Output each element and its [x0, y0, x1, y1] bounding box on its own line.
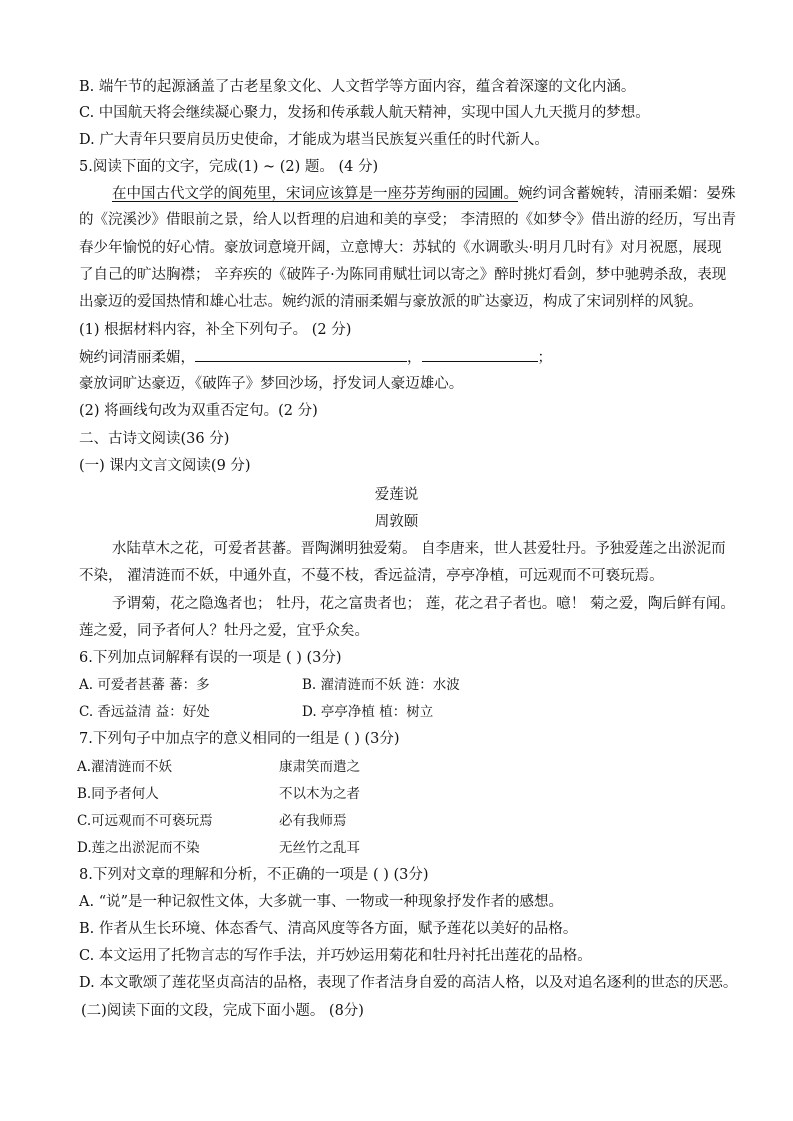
q7-option-d-left: D.莲之出淤泥而不染 — [77, 840, 200, 856]
passage-line-2: 的《浣溪沙》借眼前之景，给人以哲理的启迪和美的享受； 李清照的《如梦令》借出游的经历，写出青 — [79, 212, 737, 228]
option-b-line: B. 端午节的起源涵盖了古老星象文化、人文哲学等方面内容，蕴含着深邃的文化内涵。 — [79, 79, 636, 95]
q8-option-d: D. 本文歌颂了莲花坚贞高洁的品格，表现了作者洁身自爱的高洁人格，以及对追名逐利的世态的厌恶。 — [79, 975, 738, 991]
text-line-2: 不染， 濯清涟而不妖，中通外直，不蔓不枝，香远益清，亭亭净植，可远观而不可亵玩焉。 — [79, 568, 664, 584]
q7-option-d-right: 无丝竹之乱耳 — [279, 840, 360, 856]
section-2-heading: 二、古诗文阅读(36 分) — [79, 431, 230, 447]
q7-option-c-right: 必有我师焉 — [279, 813, 347, 829]
fill-end: ； — [537, 350, 552, 366]
q7-option-b-right: 不以木为之者 — [279, 786, 360, 802]
question-6: 6.下列加点词解释有误的一项是 ( ) (3分) — [79, 650, 342, 666]
passage-line-3: 春少年愉悦的好心情。豪放词意境开阔，立意博大：苏轼的《水调歌头·明月几时有》对月祝愿，展现 — [79, 240, 722, 256]
q7-option-a-left: A.濯清涟而不妖 — [77, 759, 173, 775]
fill-blank-line — [79, 347, 552, 367]
fill-comma: ， — [407, 350, 422, 366]
q7-option-a-right: 康肃笑而遣之 — [279, 759, 360, 775]
question-5-1: (1) 根据材料内容，补全下列句子。 (2 分) — [79, 322, 352, 338]
q6-row-2 — [79, 702, 739, 722]
q7-option-b-left: B.同予者何人 — [77, 786, 159, 802]
q7-row-c — [77, 811, 737, 831]
q8-option-b: B. 作者从生长环境、体态香气、清高风度等各方面，赋予莲花以美好的品格。 — [79, 921, 578, 937]
q7-row-b — [77, 784, 737, 804]
text-line-4: 莲之爱，同予者何人？牡丹之爱，宜乎众矣。 — [79, 623, 369, 639]
fill-prefix: 婉约词清丽柔媚， — [79, 350, 195, 366]
poem-author: 周敦颐 — [374, 514, 419, 530]
text-line-1: 水陆草木之花，可爱者甚蕃。晋陶渊明独爱菊。 自李唐来，世人甚爱牡丹。予独爱莲之出淤泥而 — [112, 541, 726, 557]
q6-option-c: C. 香远益清 益：好处 — [79, 704, 210, 720]
answer-blank-1[interactable] — [195, 347, 407, 362]
q6-option-d: D. 亭亭净植 植：树立 — [302, 704, 434, 720]
passage-line-1-rest: 婉约词含蓄婉转，清丽柔媚：晏殊 — [518, 186, 736, 202]
passage-line-4: 了自己的旷达胸襟； 辛弃疾的《破阵子·为陈同甫赋壮词以寄之》醉时挑灯看剑，梦中驰骋杀敌，表现 — [79, 267, 727, 283]
section-2-2-heading: (二)阅读下面的文段，完成下面小题。 (8分) — [81, 1003, 364, 1019]
poem-title: 爱莲说 — [374, 487, 419, 503]
q6-option-a: A. 可爱者甚蕃 蕃：多 — [79, 677, 210, 693]
question-8: 8.下列对文章的理解和分析，不正确的一项是 ( ) (3分) — [79, 867, 429, 883]
option-c-line: C. 中国航天将会继续凝心聚力，发扬和传承载人航天精神，实现中国人九天揽月的梦想。 — [79, 105, 650, 121]
q6-row-1 — [79, 675, 739, 695]
fill-line-2: 豪放词旷达豪迈，《破阵子》梦回沙场，抒发词人豪迈雄心。 — [79, 376, 464, 392]
q7-option-c-left: C.可远观而不可亵玩焉 — [77, 813, 213, 829]
option-d-line: D. 广大青年只要肩员历史使命，才能成为堪当民族复兴重任的时代新人。 — [79, 132, 549, 148]
q7-row-a — [77, 757, 737, 777]
question-5-2: (2) 将画线句改为双重否定句。(2 分) — [79, 403, 318, 419]
underlined-sentence: 在中国古代文学的阆苑里，宋词应该算是一座芬芳绚丽的园圃。 — [112, 186, 518, 202]
q6-option-b: B. 濯清涟而不妖 涟：水波 — [302, 677, 460, 693]
q8-option-c: C. 本文运用了托物言志的写作手法，并巧妙运用菊花和牡丹衬托出莲花的品格。 — [79, 948, 592, 964]
q8-option-a: A. “说”是一种记叙性文体，大多就一事、一物或一种现象抒发作者的感想。 — [79, 894, 564, 910]
answer-blank-2[interactable] — [422, 347, 538, 362]
text-line-3: 予谓菊，花之隐逸者也； 牡丹，花之富贵者也； 莲，花之君子者也。噫！ 菊之爱，陶后鲜有闻。 — [112, 596, 735, 612]
passage-line-5: 出豪迈的爱国热情和雄心壮志。婉约派的清丽柔媚与豪放派的旷达豪迈，构成了宋词别样的风貌。 — [79, 294, 703, 310]
passage-line-1 — [112, 184, 736, 204]
section-2-1-heading: (一) 课内文言文阅读(9 分) — [79, 458, 251, 474]
question-7: 7.下列句子中加点字的意义相同的一组是 ( ) (3分) — [79, 731, 400, 747]
q7-row-d — [77, 838, 737, 858]
question-5-heading: 5.阅读下面的文字，完成(1) ~ (2) 题。 (4 分) — [79, 159, 379, 175]
